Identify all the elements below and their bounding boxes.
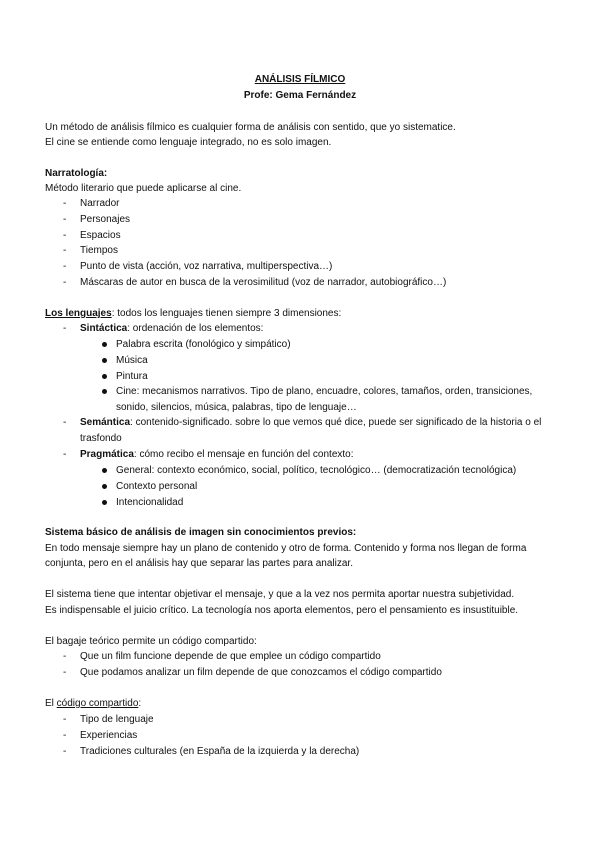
dash-bullet: - (63, 714, 67, 725)
list-item: Que podamos analizar un film depende de que conozcamos el código compartido (80, 667, 442, 678)
list-item: Pintura (116, 371, 148, 382)
dash-bullet: - (63, 730, 67, 741)
list-item: Música (116, 355, 148, 366)
list-item: Punto de vista (acción, voz narrativa, multiperspectiva…) (80, 261, 333, 272)
subsection-text: : cómo recibo el mensaje en función del contexto: (133, 449, 354, 460)
dash-bullet: - (63, 214, 67, 225)
dash-bullet: - (63, 651, 67, 662)
subsection-label: Sintáctica (80, 323, 128, 334)
subsection-line (80, 416, 541, 430)
section-line (45, 307, 341, 321)
section-heading: Narratología: (45, 168, 108, 179)
section-line (45, 697, 141, 711)
bullet-dot (102, 389, 107, 394)
paragraph-line: Es indispensable el juicio crítico. La tecnología nos aporta elementos, pero el pensamiento es insustituible. (45, 605, 519, 616)
dash-bullet: - (63, 277, 67, 288)
bullet-dot (102, 374, 107, 379)
bullet-dot (102, 484, 107, 489)
subsection-label: Pragmática (80, 449, 134, 460)
dash-bullet: - (63, 667, 67, 678)
list-item: Experiencias (80, 730, 138, 741)
bullet-dot (102, 500, 107, 505)
list-item: Narrador (80, 198, 120, 209)
dash-bullet: - (63, 323, 67, 334)
section-heading: código compartido (56, 698, 139, 709)
list-item: Tradiciones culturales (en España de la izquierda y la derecha) (80, 746, 360, 757)
dash-bullet: - (63, 230, 67, 241)
paragraph-line: El sistema tiene que intentar objetivar el mensaje, y que a la vez nos permita aportar nuestra subjetividad. (45, 589, 515, 600)
subsection-continuation: trasfondo (80, 433, 122, 444)
section-prefix: El (45, 698, 57, 709)
paragraph-line: conjunta, pero en el análisis hay que separar las partes para analizar. (45, 558, 353, 569)
section-text: El bagaje teórico permite un código compartido: (45, 636, 257, 647)
document-subtitle: Profe: Gema Fernández (243, 90, 357, 101)
list-item: Tipo de lenguaje (80, 714, 154, 725)
dash-bullet: - (63, 261, 67, 272)
dash-bullet: - (63, 449, 67, 460)
dash-bullet: - (63, 245, 67, 256)
intro-line: El cine se entiende como lenguaje integrado, no es solo imagen. (45, 137, 332, 148)
list-item-continuation: sonido, silencios, música, palabras, tipo de lenguaje… (116, 402, 357, 413)
section-heading: Los lenguajes (45, 308, 112, 319)
list-item: Cine: mecanismos narrativos. Tipo de plano, encuadre, colores, tamaños, orden, transiciones, (116, 386, 533, 397)
dash-bullet: - (63, 198, 67, 209)
section-heading: Sistema básico de análisis de imagen sin conocimientos previos: (45, 527, 357, 538)
subsection-line (80, 322, 263, 336)
bullet-dot (102, 468, 107, 473)
list-item: Contexto personal (116, 481, 198, 492)
list-item: Tiempos (80, 245, 118, 256)
bullet-dot (102, 358, 107, 363)
intro-line: Un método de análisis fílmico es cualquier forma de análisis con sentido, que yo sistematice. (45, 122, 456, 133)
list-item: Que un film funcione depende de que emplee un código compartido (80, 651, 381, 662)
section-text: Método literario que puede aplicarse al cine. (45, 183, 242, 194)
list-item: Intencionalidad (116, 497, 184, 508)
subsection-label: Semántica (80, 417, 131, 428)
subsection-text: : contenido-significado. sobre lo que vemos qué dice, puede ser significado de la historia o el (130, 417, 542, 428)
list-item: Espacios (80, 230, 121, 241)
bullet-dot (102, 342, 107, 347)
section-text: : todos los lenguajes tienen siempre 3 dimensiones: (111, 308, 342, 319)
list-item: Personajes (80, 214, 131, 225)
list-item: General: contexto económico, social, político, tecnológico… (democratización tecnológica) (116, 465, 517, 476)
document-title: ANÁLISIS FÍLMICO (254, 74, 346, 85)
section-suffix: : (138, 698, 142, 709)
list-item: Máscaras de autor en busca de la verosimilitud (voz de narrador, autobiográfico…) (80, 277, 447, 288)
list-item: Palabra escrita (fonológico y simpático) (116, 339, 291, 350)
dash-bullet: - (63, 746, 67, 757)
subsection-line (80, 448, 354, 462)
subsection-text: : ordenación de los elementos: (127, 323, 264, 334)
dash-bullet: - (63, 417, 67, 428)
paragraph-line: En todo mensaje siempre hay un plano de contenido y otro de forma. Contenido y forma nos llegan de forma (45, 543, 527, 554)
